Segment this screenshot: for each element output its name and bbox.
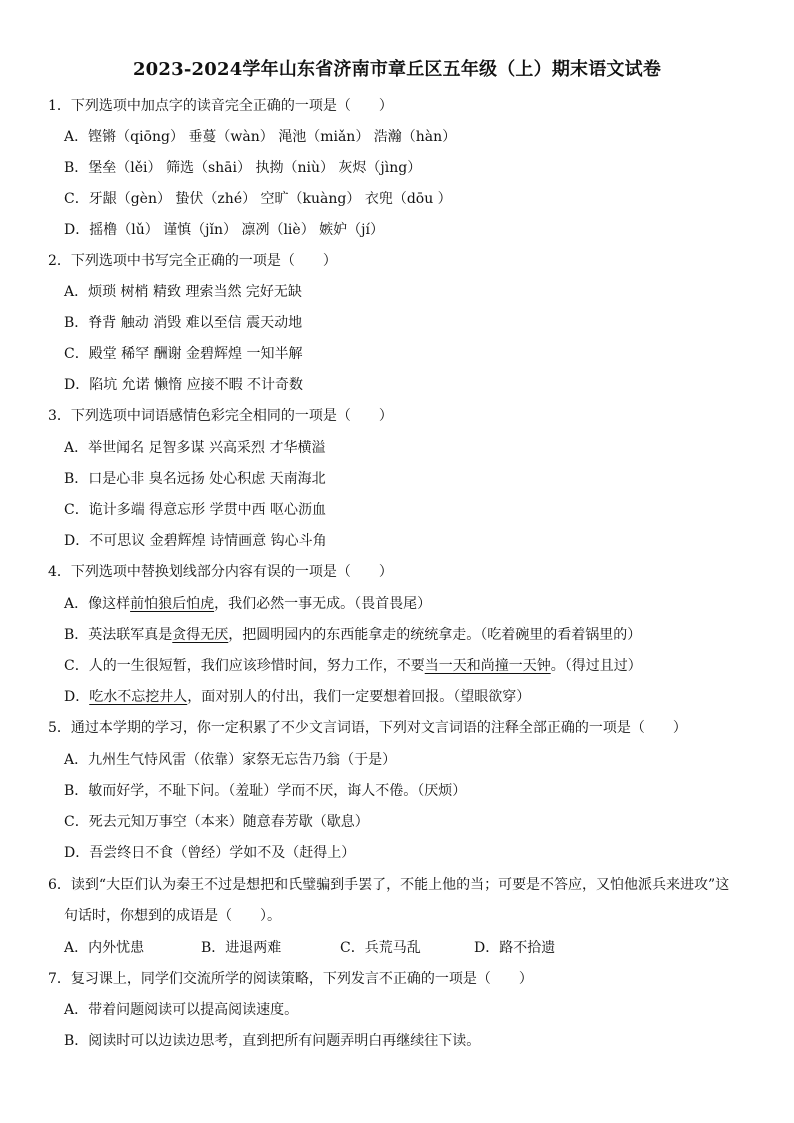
page-title: 2023-2024学年山东省济南市章丘区五年级（上）期末语文试卷 [132, 59, 662, 80]
question-5-stem: 5．通过本学期的学习，你一定积累了不少文言词语，下列对文言词语的注释全部正确的一项是（ ） [48, 720, 687, 736]
option-text: B．英法联军真是 [64, 627, 173, 643]
question-4-option-d [64, 687, 530, 707]
option-text: D． [64, 689, 90, 705]
question-1-stem: 1．下列选项中加点字的读音完全正确的一项是（ ） [48, 98, 393, 114]
option-text: A．像这样 [64, 596, 131, 612]
underlined-phrase: 当一天和尚撞一天钟 [424, 658, 551, 674]
option-text: ，面对别人的付出，我们一定要想着回报。（望眼欲穿） [187, 689, 531, 705]
question-6-options-row [0, 938, 794, 958]
question-1-option-d: D．摇橹（lǔ） 谨慎（jǐn） 凛冽（liè） 嫉妒（jí） [64, 222, 384, 238]
question-1-option-a: A．铿锵（qiōng） 垂蔓（wàn） 渑池（miǎn） 浩瀚（hàn） [64, 129, 457, 145]
option-text: ，我们必然一事无成。（畏首畏尾） [214, 596, 432, 612]
question-3-option-c: C．诡计多端 得意忘形 学贯中西 呕心沥血 [64, 502, 327, 518]
question-2-stem: 2．下列选项中书写完全正确的一项是（ ） [48, 253, 337, 269]
question-6-option-d: D．路不拾遗 [474, 940, 556, 956]
question-4-option-c [64, 656, 642, 676]
question-4-stem: 4．下列选项中替换划线部分内容有误的一项是（ ） [48, 564, 393, 580]
question-5-option-b: B．敏而好学，不耻下问。（羞耻）学而不厌，诲人不倦。（厌烦） [64, 783, 467, 799]
underlined-phrase: 贪得无厌 [172, 627, 229, 643]
question-2-option-b: B．脊背 触动 消毁 难以至信 震天动地 [64, 315, 303, 331]
question-6-stem-line-1: 6．读到“大臣们认为秦王不过是想把和氏璧骗到手罢了，不能上他的当；可要是不答应，又怕他派兵来进攻”这 [48, 877, 730, 893]
question-2-option-c: C．殿堂 稀罕 酬谢 金碧辉煌 一知半解 [64, 346, 303, 362]
question-5-option-d: D．吾尝终日不食（曾经）学如不及（赶得上） [64, 845, 356, 861]
question-2-option-a: A．烦琐 树梢 精致 理索当然 完好无缺 [64, 284, 302, 300]
question-6-stem-line-2: 句话时，你想到的成语是（ ）。 [64, 908, 281, 924]
question-5-option-a: A．九州生气恃风雷（依靠）家祭无忘告乃翁（于是） [64, 752, 397, 768]
question-6-option-a: A．内外忧患 [64, 940, 145, 956]
option-text: 。（得过且过） [550, 658, 642, 674]
question-2-option-d: D．陷坑 允诺 懒惰 应接不暇 不计奇数 [64, 377, 304, 393]
question-1-option-c: C．牙龈（gèn） 蛰伏（zhé） 空旷（kuàng） 衣兜（dōu ） [64, 191, 452, 207]
underlined-phrase: 吃水不忘挖井人 [89, 689, 188, 705]
question-7-option-a: A．带着问题阅读可以提高阅读速度。 [64, 1002, 299, 1018]
question-3-stem: 3．下列选项中词语感情色彩完全相同的一项是（ ） [48, 408, 393, 424]
question-6-option-c: C．兵荒马乱 [340, 940, 421, 956]
question-7-option-b: B．阅读时可以边读边思考，直到把所有问题弄明白再继续往下读。 [64, 1033, 481, 1049]
question-1-option-b: B．堡垒（lěi） 筛选（shāi） 执拗（niù） 灰烬（jìng） [64, 160, 422, 176]
question-3-option-d: D．不可思议 金碧辉煌 诗情画意 钩心斗角 [64, 533, 327, 549]
question-3-option-b: B．口是心非 臭名远扬 处心积虑 天南海北 [64, 471, 326, 487]
option-text: C．人的一生很短暂，我们应该珍惜时间，努力工作，不要 [64, 658, 425, 674]
underlined-phrase: 前怕狼后怕虎 [130, 596, 215, 612]
question-4-option-b [64, 625, 641, 645]
question-5-option-c: C．死去元知万事空（本来）随意春芳歇（歇息） [64, 814, 369, 830]
question-3-option-a: A．举世闻名 足智多谋 兴高采烈 才华横溢 [64, 440, 326, 456]
question-4-option-a [64, 594, 431, 614]
question-7-stem: 7．复习课上，同学们交流所学的阅读策略，下列发言不正确的一项是（ ） [48, 971, 533, 987]
question-6-option-b: B．进退两难 [201, 940, 282, 956]
option-text: ，把圆明园内的东西能拿走的统统拿走。（吃着碗里的看着锅里的） [228, 627, 642, 643]
